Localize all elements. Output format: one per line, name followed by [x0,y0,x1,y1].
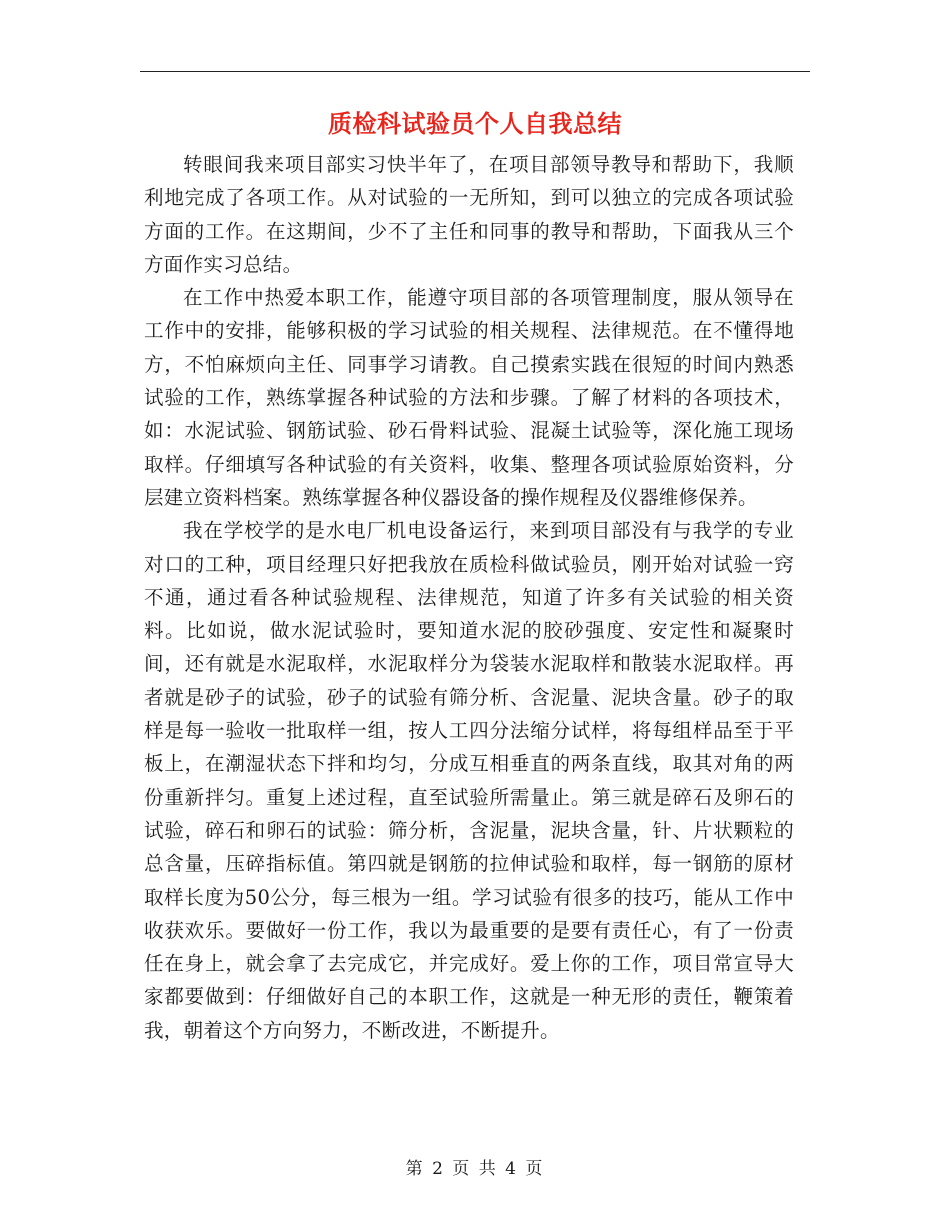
paragraph-3: 我在学校学的是水电厂机电设备运行，来到项目部没有与我学的专业对口的工种，项目经理只好把我放在质检科做试验员，刚开始对试验一窍不通，通过看各种试验规程、法律规范，知道了许多有关试验的相关资料。比如说，做水泥试验时，要知道水泥的胶砂强度、安定性和凝聚时间，还有就是水泥取样，水泥取样分为袋装水泥取样和散装水泥取样。再者就是砂子的试验，砂子的试验有筛分析、含泥量、泥块含量。砂子的取样是每一验收一批取样一组，按人工四分法缩分试样，将每组样品至于平板上，在潮湿状态下拌和均匀，分成互相垂直的两条直线，取其对角的两份重新拌匀。重复上述过程，直至试验所需量止。第三就是碎石及卵石的试验，碎石和卵石的试验：筛分析，含泥量，泥块含量，针、片状颗粒的总含量，压碎指标值。第四就是钢筋的拉伸试验和取样，每一钢筋的原材取样长度为50公分，每三根为一组。学习试验有很多的技巧，能从工作中收获欢乐。要做好一份工作，我以为最重要的是要有责任心，有了一份责任在身上，就会拿了去完成它，并完成好。爱上你的工作，项目常宣导大家都要做到：仔细做好自己的本职工作，这就是一种无形的责任，鞭策着我，朝着这个方向努力，不断改进，不断提升。 [144,519,794,1042]
header-rule [140,71,810,72]
document-body [144,148,794,1047]
document-title: 质检科试验员个人自我总结 [328,109,622,138]
page-footer: 第 2 页 共 4 页 [405,1159,545,1179]
paragraph-2: 在工作中热爱本职工作，能遵守项目部的各项管理制度，服从领导在工作中的安排，能够积极的学习试验的相关规程、法律规范。在不懂得地方，不怕麻烦向主任、同事学习请教。自己摸索实践在很短的时间内熟悉试验的工作，熟练掌握各种试验的方法和步骤。了解了材料的各项技术，如：水泥试验、钢筋试验、砂石骨料试验、混凝土试验等，深化施工现场取样。仔细填写各种试验的有关资料，收集、整理各项试验原始资料，分层建立资料档案。熟练掌握各种仪器设备的操作规程及仪器维修保养。 [144,286,794,509]
paragraph-1: 转眼间我来项目部实习快半年了，在项目部领导教导和帮助下，我顺利地完成了各项工作。从对试验的一无所知，到可以独立的完成各项试验方面的工作。在这期间，少不了主任和同事的教导和帮助，下面我从三个方面作实习总结。 [144,153,794,276]
